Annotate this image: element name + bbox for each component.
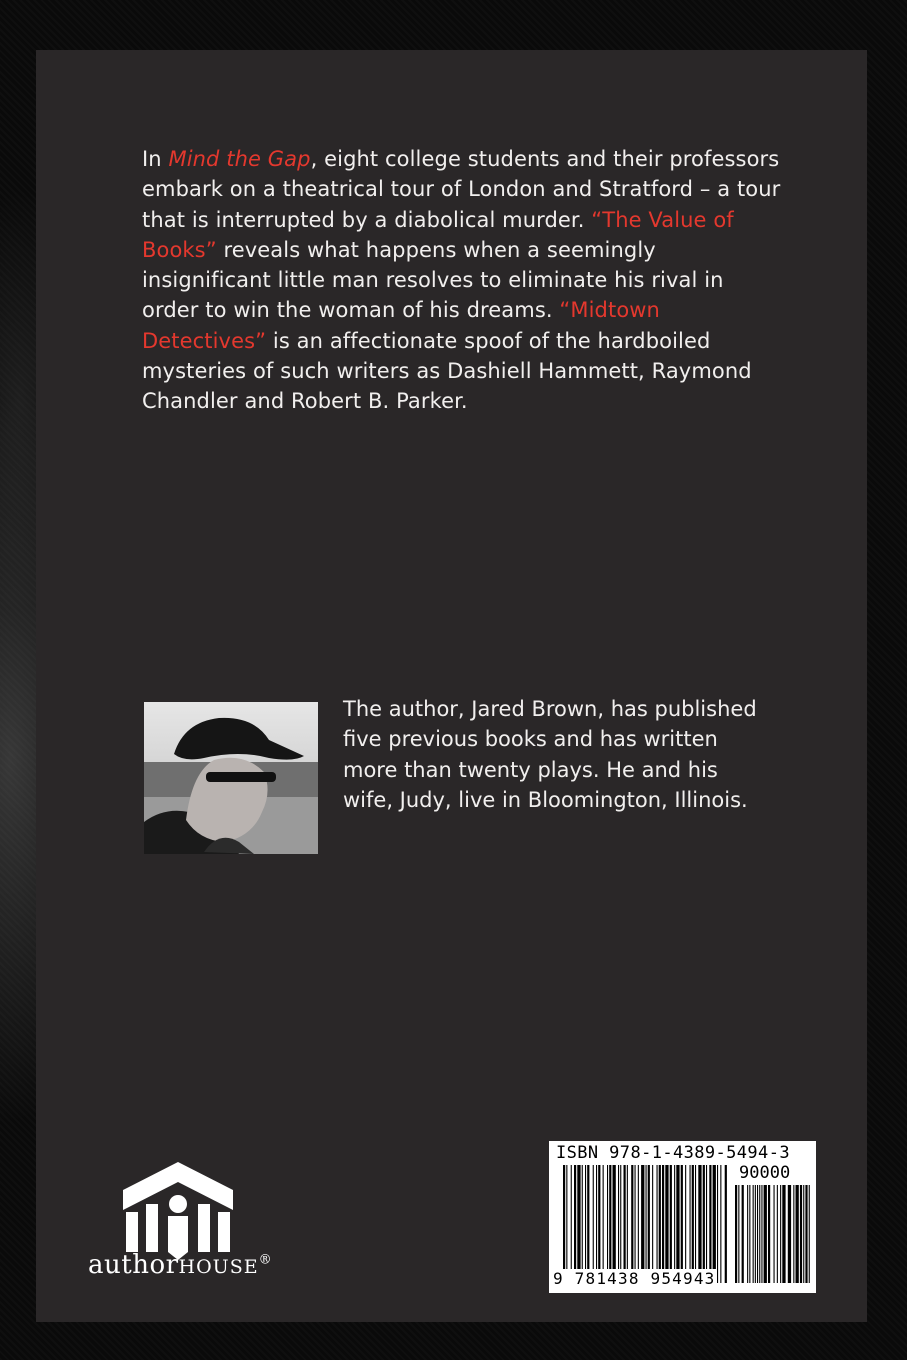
price-code: 90000 <box>739 1163 791 1183</box>
addon-barcode-bar <box>788 1185 791 1283</box>
addon-barcode-bar <box>747 1185 748 1283</box>
addon-barcode-bar <box>780 1185 781 1283</box>
barcode-bar <box>596 1165 597 1283</box>
barcode-bar <box>648 1165 650 1283</box>
barcode-bar <box>571 1165 572 1283</box>
barcode-bar <box>690 1165 691 1283</box>
barcode-bar <box>681 1165 683 1283</box>
title-mind-the-gap: Mind the Gap <box>168 147 311 171</box>
barcode-bar <box>725 1165 727 1283</box>
barcode-bar <box>638 1165 639 1283</box>
barcode-bar <box>624 1165 626 1283</box>
addon-barcode-bar <box>782 1185 785 1283</box>
addon-barcode-bar <box>803 1185 804 1283</box>
addon-barcode-bar <box>759 1185 760 1283</box>
barcode-bar <box>620 1165 621 1283</box>
isbn-label: ISBN 978-1-4389-5494-3 <box>556 1143 790 1163</box>
barcode-bar <box>717 1165 718 1283</box>
barcode-bar <box>574 1165 576 1283</box>
barcode-bar <box>685 1165 686 1283</box>
addon-barcode-bar <box>753 1185 754 1283</box>
addon-barcode-bar <box>809 1185 810 1283</box>
addon-barcode-bar <box>757 1185 758 1283</box>
barcode-bar <box>585 1165 586 1283</box>
barcode-bar <box>662 1165 664 1283</box>
addon-barcode-bar <box>774 1185 775 1283</box>
registered-mark: ® <box>258 1252 273 1268</box>
addon-barcode-bar <box>768 1185 770 1283</box>
barcode-bar <box>613 1165 616 1283</box>
publisher-wordmark <box>88 1250 272 1280</box>
blurb-text: is an affectionate spoof of the hardboiled mysteries of such writers as Dashiell Hammett, Raymond Chandler and Robert B. Parker. <box>142 328 752 414</box>
barcode-bar <box>692 1165 694 1283</box>
barcode-bar <box>566 1165 567 1283</box>
addon-barcode-bar <box>742 1185 744 1283</box>
barcode-bar <box>670 1165 672 1283</box>
barcode-bar <box>698 1165 701 1283</box>
barcode-bar <box>582 1165 583 1283</box>
barcode-bar <box>577 1165 580 1283</box>
barcode-bar <box>676 1165 679 1283</box>
publisher-name-caps: HOUSE <box>178 1256 259 1278</box>
addon-barcode-bar <box>735 1185 737 1283</box>
barcode-bar <box>659 1165 661 1283</box>
barcode-bar <box>598 1165 600 1283</box>
barcode-bar <box>607 1165 608 1283</box>
barcode-bar <box>652 1165 653 1283</box>
addon-barcode-bar <box>805 1185 807 1283</box>
publisher-name-lower: author <box>88 1250 179 1280</box>
barcode-bar <box>695 1165 696 1283</box>
blurb-text: reveals what happens when a seemingly insignificant little man resolves to eliminate his rival in order to win the woman of his dreams. <box>142 237 724 323</box>
barcode-bar <box>706 1165 707 1283</box>
barcode-bar <box>635 1165 636 1283</box>
author-photo <box>144 702 318 854</box>
barcode-bar <box>657 1165 658 1283</box>
barcode-bar <box>593 1165 594 1283</box>
barcode-bar <box>703 1165 705 1283</box>
blurb-text: , eight college students and their professors embark on a theatrical tour of London and Stratford – a tour that is interrupted by a diabolical murder. <box>142 147 781 232</box>
barcode-bar <box>665 1165 668 1283</box>
addon-barcode-bar <box>738 1185 739 1283</box>
addon-barcode-bar <box>761 1185 762 1283</box>
isbn-barcode <box>549 1141 816 1293</box>
barcode-bar <box>587 1165 589 1283</box>
barcode-bar <box>609 1165 611 1283</box>
book-blurb <box>142 144 782 417</box>
barcode-bar <box>631 1165 633 1283</box>
addon-barcode-bar <box>764 1185 767 1283</box>
barcode-bar <box>641 1165 644 1283</box>
barcode-bar <box>713 1165 716 1283</box>
barcode-bar <box>563 1165 565 1283</box>
title-midtown-detectives: “Midtown Detectives” <box>142 298 660 353</box>
addon-barcode-bar <box>800 1185 802 1283</box>
addon-barcode-bar <box>793 1185 794 1283</box>
barcode-bar <box>618 1165 619 1283</box>
addon-barcode-bar <box>796 1185 799 1283</box>
title-value-of-books: “The Value of Books” <box>142 207 734 262</box>
barcode-bar <box>674 1165 675 1283</box>
barcode-bar <box>627 1165 628 1283</box>
barcode-bar <box>646 1165 647 1283</box>
addon-barcode-bar <box>749 1185 750 1283</box>
barcode-bar <box>709 1165 711 1283</box>
blurb-text: In <box>142 147 169 171</box>
author-bio: The author, Jared Brown, has published five previous books and has written more than twenty plays. He and his wife, Judy, live in Bloomington, Illinois. <box>343 697 757 812</box>
barcode-bar <box>603 1165 604 1283</box>
ean-number: 9 781438 954943 <box>553 1269 716 1288</box>
addon-barcode-bar <box>755 1185 756 1283</box>
barcode-bar <box>720 1165 721 1283</box>
addon-barcode-bar <box>777 1185 778 1283</box>
